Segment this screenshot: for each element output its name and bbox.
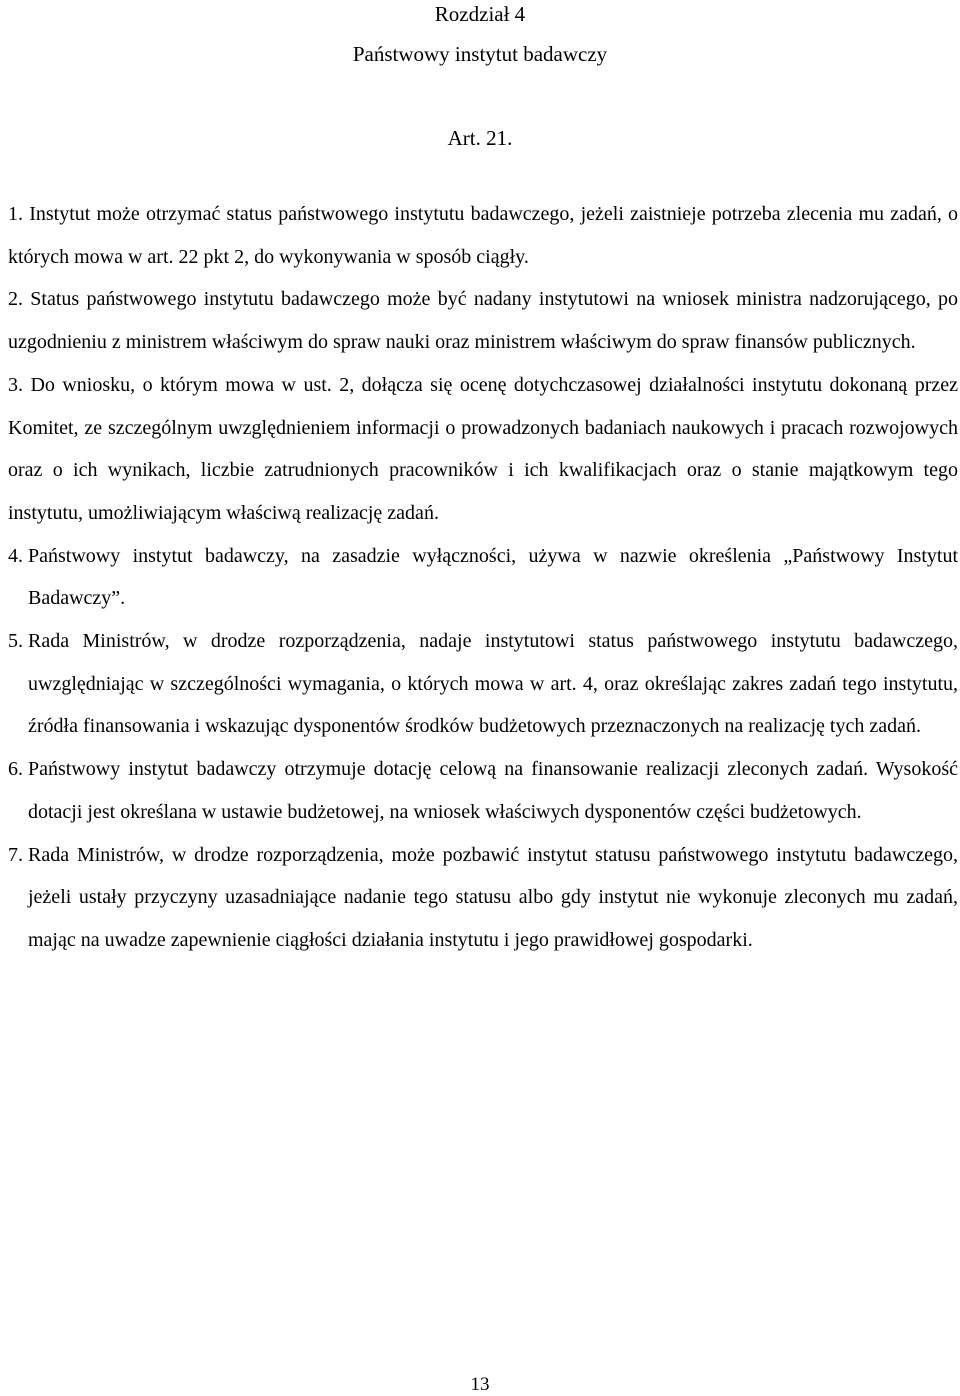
chapter-title: Państwowy instytut badawczy (352, 42, 608, 66)
paragraph-3 (8, 364, 958, 535)
paragraph-text: Państwowy instytut badawczy, na zasadzie wyłączności, używa w nazwie określenia „Państwowy Instytut Badawczy”. (28, 544, 958, 610)
chapter-heading: Rozdział 4 (434, 2, 526, 26)
paragraph-7 (8, 834, 958, 962)
paragraph-number: 6. (8, 758, 28, 781)
paragraph-text: Instytut może otrzymać status państwowego instytutu badawczego, jeżeli zaistnieje potrzeba zlecenia mu zadań, o których mowa w art. 22 pkt 2, do wykonywania w sposób ciągły. (8, 203, 959, 268)
paragraph-2 (8, 278, 958, 363)
paragraph-text: Rada Ministrów, w drodze rozporządzenia, nadaje instytutowi status państwowego instytutu badawczego, uwzględniając w szczególności wymagania, o których mowa w art. 4, oraz określając zakres zadań tego instytutu, źródła finansowania i wskazując dysponentów środków budżetowych przeznaczonych na realizację tych zadań. (28, 630, 958, 738)
paragraph-1 (8, 193, 958, 278)
paragraph-5 (8, 620, 958, 748)
article-body (8, 193, 958, 962)
paragraph-text: Rada Ministrów, w drodze rozporządzenia, może pozbawić instytut statusu państwowego instytutu badawczego, jeżeli ustały przyczyny uzasadniające nadanie tego statusu albo gdy instytut nie wykonuje zleconych mu zadań, mając na uwadze zapewnienie ciągłości działania instytutu i jego prawidłowej gospodarki. (28, 843, 958, 951)
paragraph-number: 7. (8, 843, 28, 866)
paragraph-number: 2. (8, 288, 31, 311)
paragraph-number: 3. (8, 373, 31, 396)
paragraph-number: 5. (8, 630, 28, 653)
paragraph-text: Status państwowego instytutu badawczego może być nadany instytutowi na wniosek ministra nadzorującego, po uzgodnieniu z ministrem właściwym do spraw nauki oraz ministrem właściwym do spraw finansów publicznych. (8, 288, 958, 354)
paragraph-number: 1. (8, 203, 30, 225)
paragraph-6 (8, 748, 958, 833)
paragraph-number: 4. (8, 544, 28, 567)
paragraph-text: Do wniosku, o którym mowa w ust. 2, dołącza się ocenę dotychczasowej działalności instytutu dokonaną przez Komitet, ze szczególnym uwzględnieniem informacji o prowadzonych badaniach naukowych i pracach rozwojowych oraz o ich wynikach, liczbie zatrudnionych pracowników i ich kwalifikacjach oraz o stanie majątkowym tego instytutu, umożliwiającym właściwą realizację zadań. (8, 373, 959, 524)
paragraph-text: Państwowy instytut badawczy otrzymuje dotację celową na finansowanie realizacji zleconych zadań. Wysokość dotacji jest określana w ustawie budżetowej, na wniosek właściwych dysponentów części budżetowych. (28, 758, 958, 823)
article-heading: Art. 21. (447, 126, 513, 150)
page-number: 13 (470, 1374, 490, 1395)
paragraph-4 (8, 535, 958, 620)
